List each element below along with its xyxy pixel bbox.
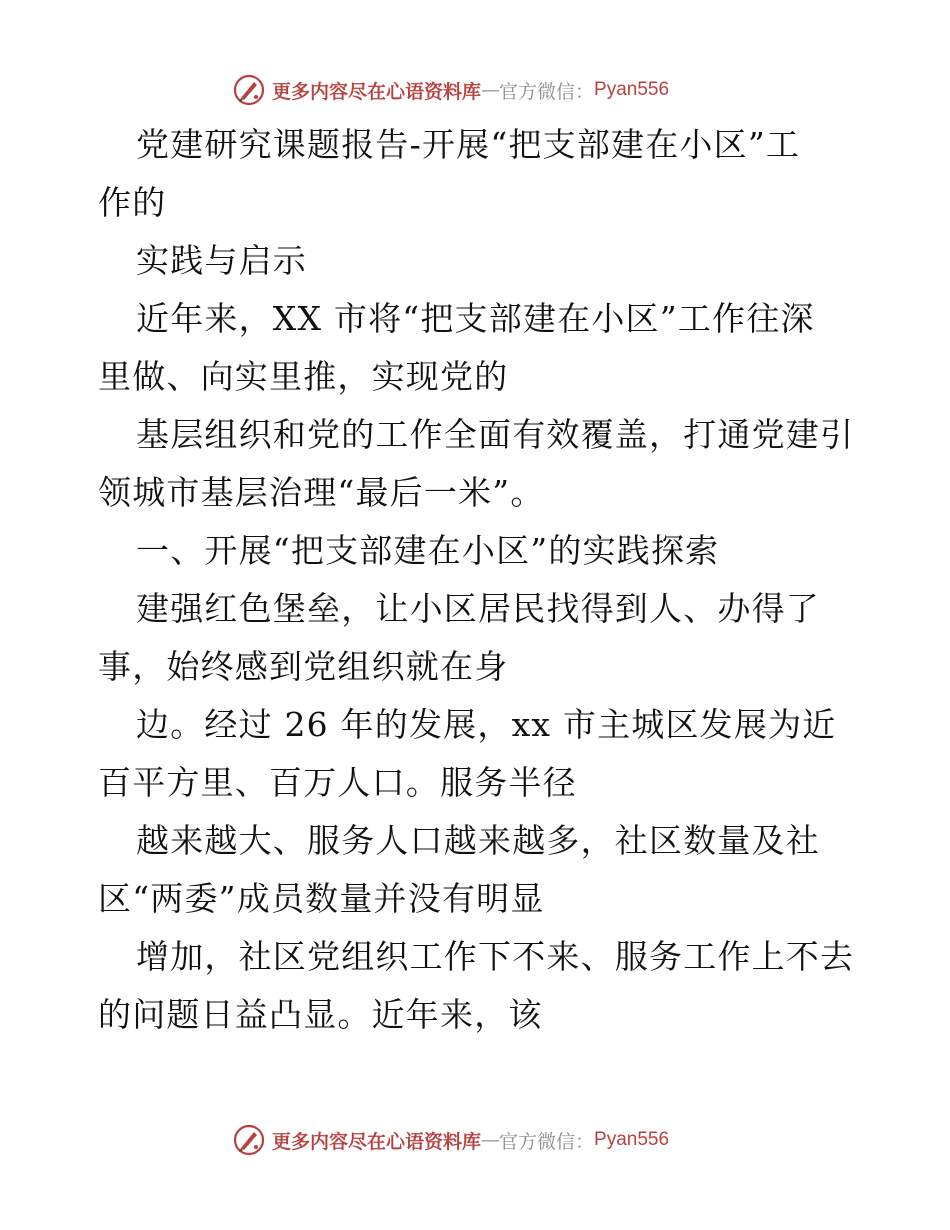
text-line: 增加，社区党组织工作下不来、服务工作上不去: [136, 937, 855, 976]
footer-watermark: [232, 1122, 712, 1158]
document-body: [98, 116, 858, 1044]
text-line: 领城市基层治理“最后一米”。: [98, 473, 545, 512]
text-line: 近年来，XX 市将“把支部建在小区”工作往深: [136, 299, 815, 338]
watermark-dash: —: [481, 1129, 500, 1151]
watermark-wechat-id: Pyan556: [594, 79, 670, 100]
text-line: 党建研究课题报告-开展“把支部建在小区”工: [136, 125, 801, 164]
text-line: 实践与启示: [136, 241, 307, 280]
text-line: 边。经过 26 年的发展，xx 市主城区发展为近: [136, 705, 837, 744]
watermark-brand: 更多内容尽在心语资料库: [272, 80, 482, 103]
text-line: 作的: [98, 183, 167, 222]
quill-pen-logo-icon: [232, 1123, 266, 1157]
text-line: 百平方里、百万人口。服务半径: [98, 763, 577, 802]
text-line: 一、开展“把支部建在小区”的实践探索: [136, 531, 720, 570]
watermark-brand: 更多内容尽在心语资料库: [272, 1130, 482, 1153]
watermark-wechat-id: Pyan556: [594, 1129, 670, 1150]
quill-pen-logo-icon: [232, 73, 266, 107]
watermark-label: 官方微信：: [499, 1130, 595, 1153]
text-line: 区“两委”成员数量并没有明显: [98, 879, 545, 918]
text-line: 建强红色堡垒，让小区居民找得到人、办得了: [136, 589, 820, 628]
watermark-dash: —: [481, 79, 500, 101]
text-line: 的问题日益凸显。近年来，该: [98, 995, 543, 1034]
watermark-label: 官方微信：: [499, 80, 595, 103]
text-line: 事，始终感到党组织就在身: [98, 647, 509, 686]
text-line: 基层组织和党的工作全面有效覆盖，打通党建引: [136, 415, 855, 454]
header-watermark: [232, 72, 712, 108]
text-line: 越来越大、服务人口越来越多，社区数量及社: [136, 821, 820, 860]
text-line: 里做、向实里推，实现党的: [98, 357, 509, 396]
